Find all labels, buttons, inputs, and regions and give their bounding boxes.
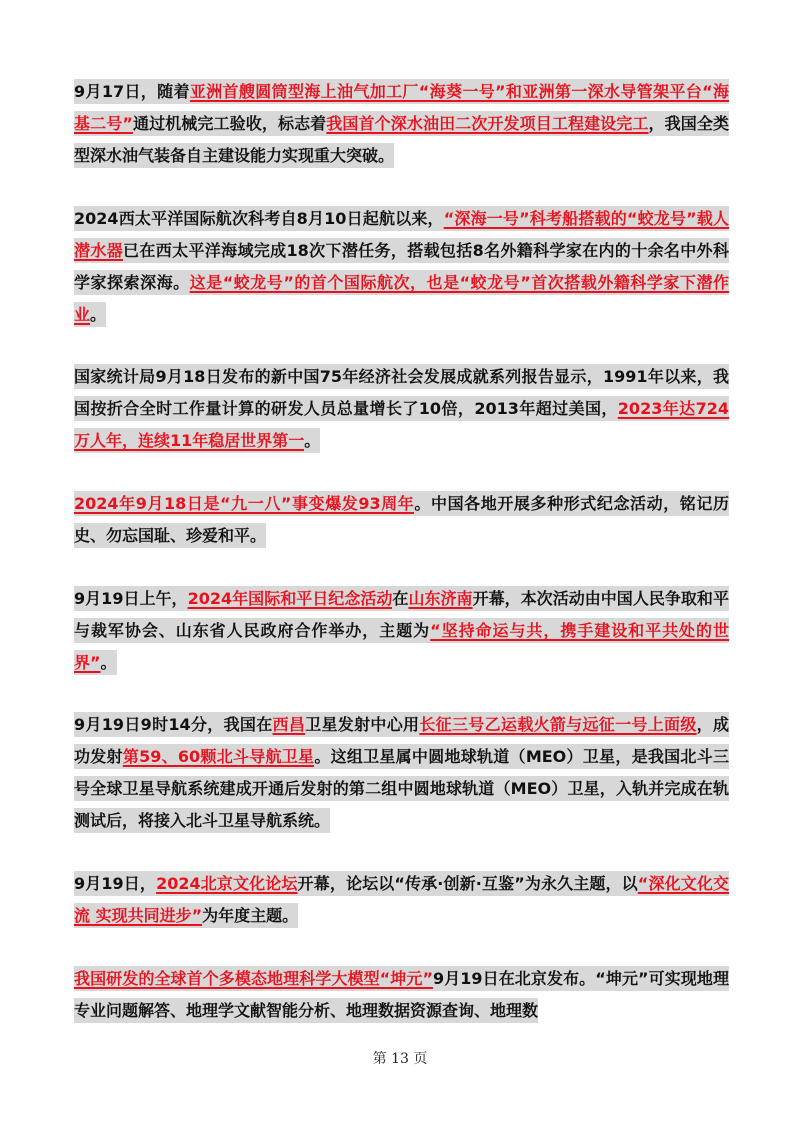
highlight: 第59、60颗北斗导航卫星 <box>123 744 315 769</box>
paragraph-2 <box>74 203 729 331</box>
highlight: 2024年国际和平日纪念活动 <box>188 586 393 611</box>
seg: 为年度主题。 <box>202 903 298 928</box>
seg: 。这组卫星属中圆地球轨道（MEO）卫星，是我国北斗三号全球卫星导航系统建成开通后发射的第二组中圆地球轨道（MEO）卫星，入轨并完成在轨测试后，将接入北斗卫星导航系统。 <box>74 744 729 833</box>
seg: ，我国全类型深水油气装备自主建设能力实现重大突破。 <box>74 111 729 168</box>
seg: 在 <box>392 586 408 611</box>
highlight: “深海一号”科考船搭载的“蛟龙号”载人潜水器 <box>74 206 729 263</box>
seg: 国家统计局9月18日发布的新中国75年经济社会发展成就系列报告显示，1991年以来，我国按折合全时工作量计算的研发人员总量增长了10倍，2013年超过美国， <box>74 364 729 421</box>
seg: 卫星发射中心用 <box>305 712 419 737</box>
seg: 9月19日上午， <box>74 586 188 611</box>
paragraph-4 <box>74 488 729 552</box>
highlight: 2023年达724万人年，连续11年稳居世界第一 <box>74 396 729 453</box>
highlight: “深化文化交流 实现共同进步” <box>74 871 729 928</box>
highlight: “坚持命运与共，携手建设和平共处的世界” <box>74 618 729 675</box>
highlight: 我国研发的全球首个多模态地理科学大模型“坤元” <box>74 966 433 991</box>
seg: ，成功发射 <box>74 712 729 769</box>
seg: 已在西太平洋海域完成18次下潜任务，搭载包括8名外籍科学家在内的十余名中外科学家探索深海。 <box>74 238 729 295</box>
seg: 。 <box>90 302 106 327</box>
seg: 9月19日在北京发布。“坤元”可实现地理专业问题解答、地理学文献智能分析、地理数据资源查询、地理数 <box>74 966 729 1023</box>
paragraph-1 <box>74 76 729 172</box>
seg: 9月19日9时14分，我国在 <box>74 712 273 737</box>
paragraph-8 <box>74 963 729 1027</box>
seg: 开幕，本次活动由中国人民争取和平与裁军协会、山东省人民政府合作举办，主题为 <box>74 586 729 643</box>
seg: 9月17日，随着 <box>74 79 190 104</box>
seg: 。中国各地开展多种形式纪念活动，铭记历史、勿忘国耻、珍爱和平。 <box>74 491 729 548</box>
seg: 。 <box>101 650 117 675</box>
seg: 通过机械完工验收，标志着 <box>133 111 326 136</box>
seg: 2024西太平洋国际航次科考自8月10日起航以来， <box>74 206 444 231</box>
highlight: 2024年9月18日是“九一八”事变爆发93周年 <box>74 491 414 516</box>
seg: 9月19日， <box>74 871 156 896</box>
highlight: 2024北京文化论坛 <box>156 871 297 896</box>
highlight: 长征三号乙运载火箭与远征一号上面级 <box>419 712 696 737</box>
highlight: 我国首个深水油田二次开发项目工程建设完工 <box>326 111 648 136</box>
highlight: 亚洲首艘圆筒型海上油气加工厂“海葵一号”和亚洲第一深水导管架平台“海基二号” <box>74 79 729 136</box>
paragraph-3 <box>74 361 729 457</box>
highlight: 山东济南 <box>408 586 472 611</box>
seg: 。 <box>304 428 320 453</box>
seg: 开幕，论坛以“传承·创新·互鉴”为永久主题，以 <box>298 871 638 896</box>
page-number: 第 13 页 <box>372 1051 428 1067</box>
paragraph-6 <box>74 709 729 837</box>
highlight: 这是“蛟龙号”的首个国际航次，也是“蛟龙号”首次搭载外籍科学家下潜作业 <box>74 270 729 327</box>
paragraph-7 <box>74 868 729 932</box>
highlight: 西昌 <box>273 712 306 737</box>
paragraph-5 <box>74 583 729 679</box>
